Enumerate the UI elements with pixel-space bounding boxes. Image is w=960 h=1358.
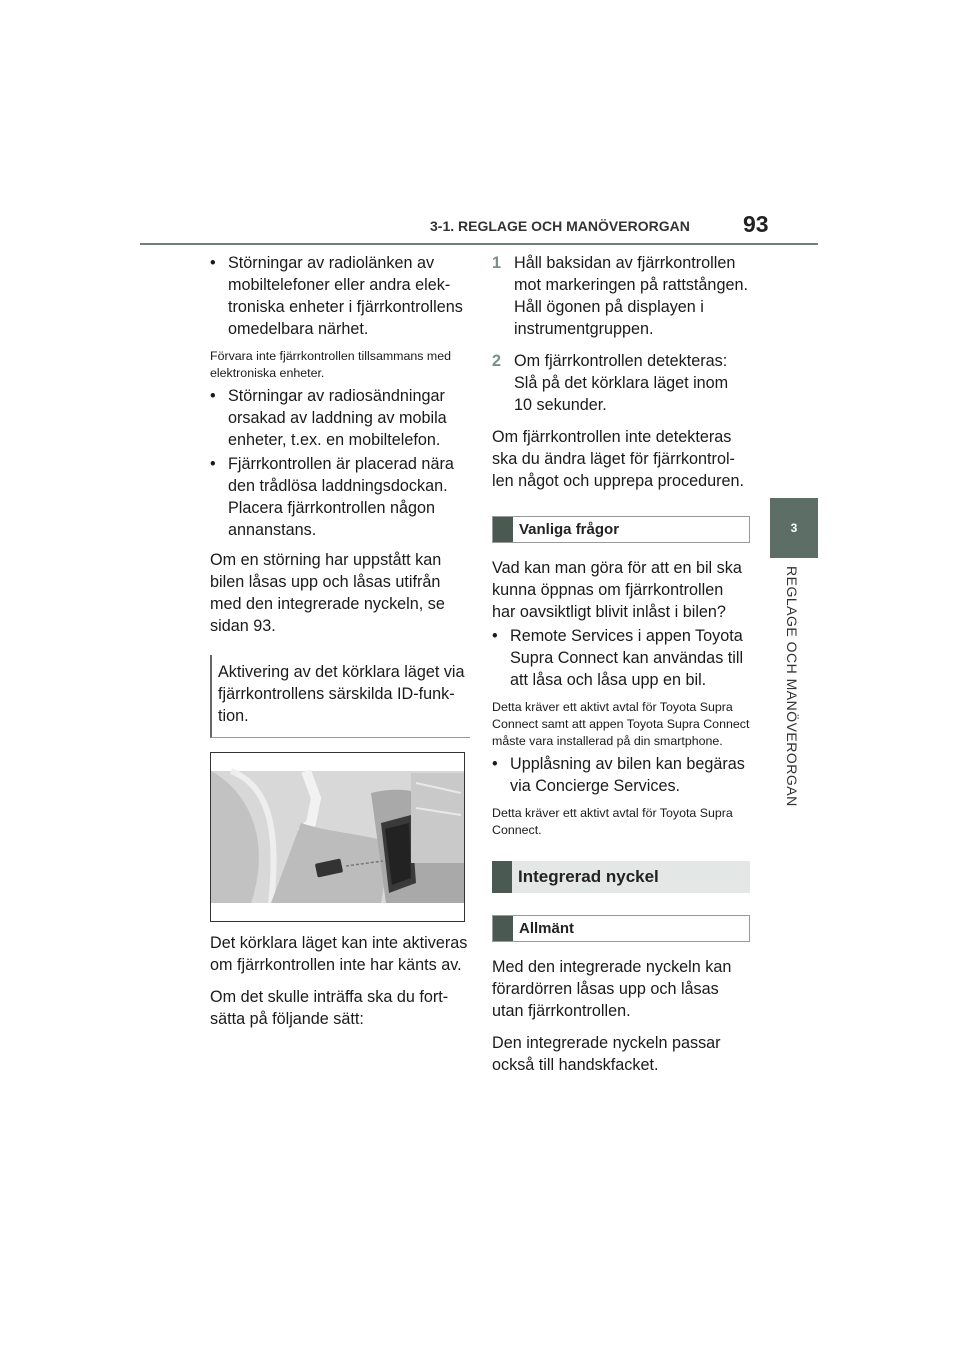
bullet-text: Störningar av radiolänken av mobiltelefoner eller andra elektroniska enheter i fjärrkontrollens omedelbara närhet.: [228, 254, 463, 338]
bullet-marker: •: [210, 387, 216, 405]
sub-heading-box: [492, 915, 750, 942]
paragraph: Om det skulle inträffa ska du fortsätta på följande sätt:: [210, 988, 449, 1028]
bullet-text: Remote Services i appen Toyota Supra Connect kan användas till att låsa och låsa upp en bil.: [510, 627, 744, 689]
heading-bar: [492, 861, 512, 893]
note-text: Detta kräver ett aktivt avtal för Toyota Supra Connect samt att appen Toyota Supra Connect måste vara installerad på din smartphone.: [492, 700, 750, 748]
faq-heading-box: [492, 516, 750, 543]
step-number: 2: [492, 352, 502, 370]
faq-heading: Vanliga frågor: [519, 521, 620, 538]
bullet-marker: •: [210, 455, 216, 473]
page-number: 93: [743, 211, 769, 237]
list-item: [210, 385, 470, 451]
main-heading-box: [492, 861, 750, 893]
paragraph: Det körklara läget kan inte aktiveras om fjärrkontrollen inte har känts av.: [210, 934, 468, 974]
bullet-text: Störningar av radiosändningar orsakad av laddning av mobila enheter, t.ex. en mobiltelefon.: [228, 387, 447, 449]
paragraph: Vad kan man göra för att en bil ska kunna öppnas om fjärrkontrollen har oavsiktligt blivit inlåst i bilen?: [492, 559, 742, 621]
list-item: [492, 625, 750, 691]
header-divider: [140, 243, 818, 245]
step-text: Om fjärrkontrollen detekteras: Slå på det körklara läget inom 10 sekunder.: [514, 352, 729, 414]
chapter-number: 3: [790, 521, 798, 535]
section-title: 3-1. REGLAGE OCH MANÖVERORGAN: [430, 218, 690, 234]
paragraph: Om en störning har uppstått kan bilen låsas upp och låsas utifrån med den integrerade nyckeln, se sidan 93.: [210, 551, 445, 635]
illustration-svg: [211, 753, 464, 921]
bullet-marker: •: [492, 627, 498, 645]
step-text: Håll baksidan av fjärrkontrollen mot markeringen på rattstången. Håll ögonen på displayen i instrumentgruppen.: [514, 254, 748, 338]
heading-bar: [493, 517, 513, 542]
bullet-marker: •: [492, 755, 498, 773]
paragraph: Om fjärrkontrollen inte detekteras ska du ändra läget för fjärrkontrollen något och upprepa proceduren.: [492, 428, 744, 490]
left-column: [210, 252, 470, 1040]
chapter-tab: [770, 498, 818, 558]
bullet-text: Fjärrkontrollen är placerad nära den trådlösa laddningsdockan. Placera fjärrkontrollen någon annanstans.: [228, 455, 454, 539]
info-box: [210, 655, 470, 738]
info-box-text: Aktivering av det körklara läget via fjärrkontrollens särskilda ID-funktion.: [218, 663, 465, 725]
step-item: [492, 252, 750, 340]
bullet-marker: •: [210, 254, 216, 272]
list-item: [210, 252, 470, 340]
step-item: [492, 350, 750, 416]
chapter-side-label: REGLAGE OCH MANÖVERORGAN: [784, 566, 800, 807]
heading-bar: [493, 916, 513, 941]
step-number: 1: [492, 254, 502, 272]
note-text: Förvara inte fjärrkontrollen tillsammans med elektroniska enheter.: [210, 349, 452, 380]
note-text: Detta kräver ett aktivt avtal för Toyota Supra Connect.: [492, 806, 733, 837]
sub-heading: Allmänt: [519, 920, 575, 937]
right-column: [492, 252, 750, 1086]
steering-column-illustration: [210, 752, 465, 922]
paragraph: Med den integrerade nyckeln kan förardörren låsas upp och låsas utan fjärrkontrollen.: [492, 958, 732, 1020]
list-item: [210, 453, 470, 541]
list-item: [492, 753, 750, 797]
paragraph: Den integrerade nyckeln passar också till handskfacket.: [492, 1034, 721, 1074]
bullet-text: Upplåsning av bilen kan begäras via Concierge Services.: [510, 755, 745, 795]
main-heading: Integrerad nyckel: [518, 867, 659, 886]
